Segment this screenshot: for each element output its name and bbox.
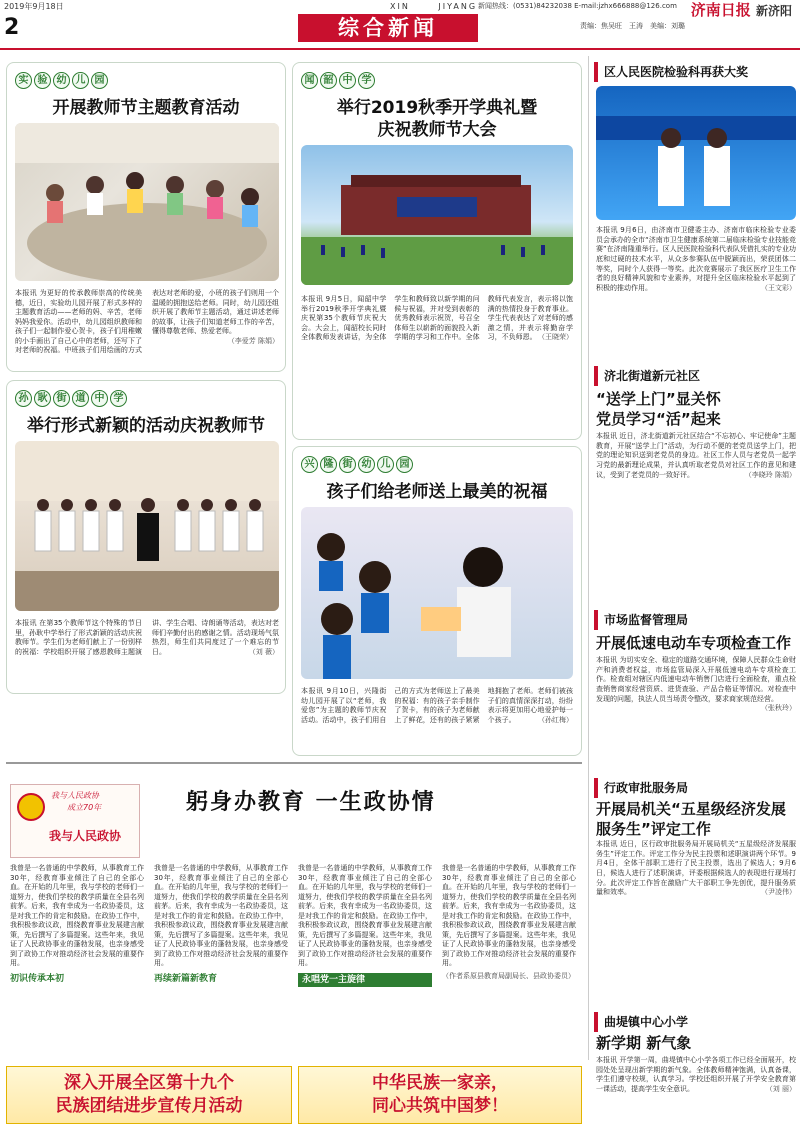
kicker-char: 幼 xyxy=(53,72,70,89)
logo-text: 济南日报 xyxy=(690,1,751,19)
kicker-char: 园 xyxy=(396,456,413,473)
ad-line: 同心共筑中国梦！ xyxy=(372,1096,508,1116)
card-byline: （李爱芳 陈娟） xyxy=(227,336,279,345)
right-head-approval: 行政审批服务局 xyxy=(594,778,796,798)
card-title: 举行形式新颖的活动庆祝教师节 xyxy=(27,416,265,436)
right-text: 本报讯 为切实安全、稳定的道路交通环境，保障人民群众生命财产和消费者权益，市场监管局深入开展低速电动车专项检查工作。检查组对辖区内低速电动车销售门店进行全面检查，重点检查销售商家经营资质、进货查验、产品合格证等情况。对检查中发现的问题，执法人员当场责令整改，要求商家规范经营。 xyxy=(596,656,796,703)
feature-section xyxy=(6,762,582,1060)
pinyin-jiyang: JIYANG xyxy=(438,2,478,11)
card-title: 举行2019秋季开学典礼暨 xyxy=(336,98,538,118)
kicker-char: 中 xyxy=(91,390,108,407)
newspaper-logo xyxy=(691,1,792,21)
right-byline: （王文彩） xyxy=(761,283,796,292)
kicker-char: 学 xyxy=(358,72,375,89)
feature-badge xyxy=(10,784,140,858)
right-head-hospital: 区人民医院检验科再获大奖 xyxy=(594,62,796,82)
badge-main: 我与人民政协 xyxy=(49,829,122,843)
kicker-char: 幼 xyxy=(358,456,375,473)
card-xinglong xyxy=(292,446,582,756)
right-body-school xyxy=(596,1056,796,1126)
right-title-market: 开展低速电动车专项检查工作 xyxy=(596,634,792,652)
ad-line: 民族团结进步宣传月活动 xyxy=(55,1096,243,1116)
card-title: 孩子们给老师送上最美的祝福 xyxy=(326,482,548,502)
right-title-school: 新学期 新气象 xyxy=(596,1034,692,1052)
ad-line: 中华民族一家亲， xyxy=(372,1073,508,1094)
right-head-market: 市场监督管理局 xyxy=(594,610,796,630)
ad-chinese-dream xyxy=(298,1066,582,1124)
masthead-rule xyxy=(0,48,800,50)
right-head-school: 曲堤镇中心小学 xyxy=(594,1012,796,1032)
card-title-line2: 庆祝教师节大会 xyxy=(377,120,497,140)
pinyin-xin: XIN xyxy=(390,2,410,11)
right-title-jibei: “送学上门”显关怀 党员学习“活”起来 xyxy=(596,390,721,428)
card-body-text: 本报讯 9月5日，闻韶中学举行2019秋季开学典礼暨庆祝第35个教师节庆祝大会。大会上，闻韶校长同时全体教师发表讲话，为全体学生和教师致以新学期的问候与祝福，并对受到表彰的优秀教师表示祝贺，号召全体师生以崭新的面貌投入新学期的学习和工作中。全体教师代表发言，表示将以饱满的热情投身于教育事业。学生代表表达了对老师的感激之情，并表示将勤奋学习，不负师恩。 xyxy=(301,295,573,342)
badge-line1: 我与人民政协 xyxy=(51,791,99,800)
right-text: 本报讯 近日，济北街道新元社区结合“不忘初心、牢记使命”主题教育，开展“送学上门”活动，为行动不便的老党员送学上门，把党的理论知识送到老党员的身边。社区工作人员与老党员一起学习党的最新理论成果，并认真听取老党员对社区工作的意见和建议，受到了老党员的一致好评。 xyxy=(596,432,796,479)
feature-sub2: 再续新篇新教育 xyxy=(154,973,218,984)
right-body-jibei xyxy=(596,432,796,606)
card-body-text: 本报讯 在第35个教师节这个特殊的节日里，孙耿中学举行了形式新颖的活动庆祝教师节。学生们为老师们献上了一份别样的祝福：学校组织开展了感恩教师主题演讲、学生合唱、诗朗诵等活动，表达对老师们辛勤付出的感谢之情。活动现场气氛热烈，师生们共同度过了一个难忘的节日。 xyxy=(15,619,279,656)
photo-illustration xyxy=(15,123,279,281)
feature-byline: （作者系原县教育局副局长、县政协委员） xyxy=(442,971,575,980)
kicker-char: 中 xyxy=(339,72,356,89)
card-body xyxy=(15,619,279,689)
card-kicker xyxy=(301,453,413,475)
card-body xyxy=(301,295,573,433)
column-divider xyxy=(588,56,589,1060)
card-body xyxy=(301,687,573,751)
right-text: 本报讯 近日，区行政审批服务局开展局机关“五星级经济发展服务生”评定工作。评定工作分为民主投票和述职演讲两个环节。9月4日，全体干部职工进行了民主投票，选出了候选人；9月6日，候选人进行了述职演讲，评委根据候选人的表现进行现场打分。此次评定工作旨在激励广大干部职工争先创优，提升服务质量和效率。 xyxy=(596,840,796,897)
kicker-char: 儿 xyxy=(72,72,89,89)
kicker-char: 韶 xyxy=(320,72,337,89)
card-wenshao xyxy=(292,62,582,440)
page-number: 2 xyxy=(4,15,20,40)
editors-line: 责编：焦吴旺 王涛 美编：刘璐 xyxy=(580,22,685,30)
feature-body-text: 我曾是一名普通的中学教师，从事教育工作30年，经教育事业倾注了自己的全部心血。在开始的几年里，我与学校的老师们一道努力，使我们学校的教学质量在全县名列前茅。后来，我有幸成为一名政协委员，这是对我工作的肯定和鼓励。在政协工作中，我积极参政议政，围绕教育事业发展建言献策，先后撰写了多篇提案。这些年来，我见证了人民政协事业的蓬勃发展，也亲身感受到了政协工作对推动经济社会发展的重要作用。 xyxy=(10,864,144,968)
photo-illustration xyxy=(596,86,796,220)
kicker-char: 闻 xyxy=(301,72,318,89)
card-byline: （王晓荣） xyxy=(537,333,573,342)
badge-line2: 成立70年 xyxy=(67,803,102,812)
kicker-char: 街 xyxy=(339,456,356,473)
kicker-char: 学 xyxy=(110,390,127,407)
right-title-approval: 开展局机关“五星级经济发展 服务生”评定工作 xyxy=(596,800,786,838)
logo-sub: 新济阳 xyxy=(755,4,792,18)
photo-opening-ceremony xyxy=(301,145,573,285)
card-kicker xyxy=(15,387,127,409)
card-byline: （刘 薇） xyxy=(248,647,279,656)
emblem-icon xyxy=(17,793,45,821)
kicker-char: 街 xyxy=(53,390,70,407)
card-body-text: 本报讯 9月10日，兴隆街幼儿园开展了以“老师，我爱您”为主题的教师节庆祝活动。活动中，孩子们用自己的方式为老师送上了最美的祝福：有的孩子亲手制作了贺卡，有的孩子为老师献上了鲜花，还有的孩子紧紧地拥抱了老师。老师们被孩子们的真情深深打动，纷纷表示将更加用心地爱护每一个孩子。 xyxy=(301,687,573,724)
right-byline: （刘 丽） xyxy=(765,1084,796,1093)
right-text: 本报讯 开学第一周，曲堤镇中心小学各项工作已经全面展开，校园处处呈现出新学期的新气象。全体教师精神饱满，认真备课，学生们遵守校规，认真学习。学校还组织开展了开学安全教育第一课活动，提高学生安全意识。 xyxy=(596,1056,796,1093)
photo-award xyxy=(596,86,796,220)
card-byline: （孙红梅） xyxy=(537,715,573,724)
kicker-char: 隆 xyxy=(320,456,337,473)
photo-illustration xyxy=(301,145,573,285)
right-text: 本报讯 9月6日，由济南市卫健委主办、济南市临床检验专业委员会承办的全市“济南市卫生健康系统第二届临床检验专业技能竞赛”在济南隆重举行。区人民医院检验科代表队凭借扎实的专业功底和过硬的技术水平，从众多参赛队伍中脱颖而出，荣获团体二等奖，同时个人获得一等奖。此次竞赛展示了我区医疗卫生工作者的良好精神风貌和专业素养，对提升全区临床检验水平起到了积极的推动作用。 xyxy=(596,226,796,292)
contact-info: 新闻热线：(0531)84232038 E-mail:jzhx666888@126.com xyxy=(478,2,677,10)
feature-body-text: 我曾是一名普通的中学教师，从事教育工作30年，经教育事业倾注了自己的全部心血。在开始的几年里，我与学校的老师们一道努力，使我们学校的教学质量在全县名列前茅。后来，我有幸成为一名政协委员，这是对我工作的肯定和鼓励。在政协工作中，我积极参政议政，围绕教育事业发展建言献策，先后撰写了多篇提案。这些年来，我见证了人民政协事业的蓬勃发展，也亲身感受到了政协工作对推动经济社会发展的重要作用。 xyxy=(154,864,288,968)
photo-children-teacher xyxy=(301,507,573,679)
right-byline: （李晓玲 陈娟） xyxy=(744,470,796,479)
card-sungeng xyxy=(6,380,286,694)
card-body-text: 本报讯 为更好的传承教师崇高的传统美德，近日，实验幼儿园开展了形式多样的主题教育活动——老师的妈、辛苦，老师妈妈我爱你。活动中，幼儿园组织教师和孩子们一起制作爱心贺卡，孩子们用稚嫩的小手画出了自己心中的老师，还写下了对老师的祝福。中班孩子们用绘画的方式表达对老师的爱，小班的孩子们则用一个温暖的拥抱送给老师。同时，幼儿园还组织开展了教师节主题活动，通过讲述老师的故事，让孩子们知道老师工作的辛苦，懂得尊敬老师、热爱老师。 xyxy=(15,289,279,355)
feature-body xyxy=(10,864,576,1054)
kicker-char: 验 xyxy=(34,72,51,89)
card-kicker xyxy=(301,69,375,91)
kicker-char: 兴 xyxy=(301,456,318,473)
kicker-char: 园 xyxy=(91,72,108,89)
kicker-char: 实 xyxy=(15,72,32,89)
feature-body-text: 我曾是一名普通的中学教师，从事教育工作30年，经教育事业倾注了自己的全部心血。在开始的几年里，我与学校的老师们一道努力，使我们学校的教学质量在全县名列前茅。后来，我有幸成为一名政协委员，这是对我工作的肯定和鼓励。在政协工作中，我积极参政议政，围绕教育事业发展建言献策，先后撰写了多篇提案。这些年来，我见证了人民政协事业的蓬勃发展，也亲身感受到了政协工作对推动经济社会发展的重要作用。 xyxy=(298,864,432,968)
feature-body-text: 我曾是一名普通的中学教师，从事教育工作30年，经教育事业倾注了自己的全部心血。在开始的几年里，我与学校的老师们一道努力，使我们学校的教学质量在全县名列前茅。后来，我有幸成为一名政协委员，这是对我工作的肯定和鼓励。在政协工作中，我积极参政议政，围绕教育事业发展建言献策，先后撰写了多篇提案。这些年来，我见证了人民政协事业的蓬勃发展，也亲身感受到了政协工作对推动经济社会发展的重要作用。 xyxy=(442,864,576,968)
feature-sub1: 初识传承本初 xyxy=(10,973,65,984)
ad-line: 深入开展全区第十九个 xyxy=(64,1073,234,1094)
kicker-char: 儿 xyxy=(377,456,394,473)
photo-illustration xyxy=(301,507,573,679)
card-shiyan xyxy=(6,62,286,372)
right-body-hospital xyxy=(596,226,796,356)
right-body-market xyxy=(596,656,796,776)
kicker-char: 孙 xyxy=(15,390,32,407)
photo-teachers-children xyxy=(15,123,279,281)
right-byline: （尹凌伟） xyxy=(761,888,796,897)
issue-date: 2019年9月18日 xyxy=(4,2,64,11)
feature-title: 躬身办教育 一生政协情 xyxy=(186,790,436,815)
card-kicker xyxy=(15,69,108,91)
card-title: 开展教师节主题教育活动 xyxy=(52,98,240,118)
card-body xyxy=(15,289,279,367)
ad-ethnic-unity-month xyxy=(6,1066,292,1124)
masthead xyxy=(0,0,800,50)
photo-illustration xyxy=(15,441,279,611)
photo-student-performance xyxy=(15,441,279,611)
feature-sub3: 永唱党一主旋律 xyxy=(298,973,432,987)
kicker-char: 道 xyxy=(72,390,89,407)
section-band: 综合新闻 xyxy=(298,14,478,42)
right-byline: （张秋玲） xyxy=(761,704,796,713)
right-head-jibei: 济北街道新元社区 xyxy=(594,366,796,386)
kicker-char: 耿 xyxy=(34,390,51,407)
right-body-approval xyxy=(596,840,796,1016)
